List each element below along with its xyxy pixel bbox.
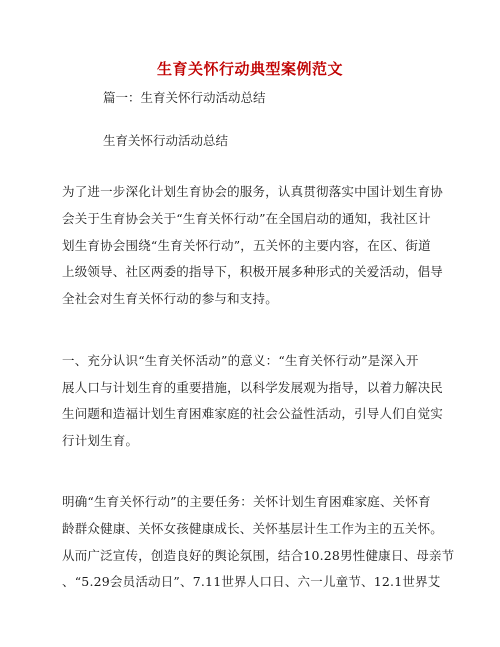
paragraph-line: 划生育协会围绕“生育关怀行动”，五关怀的主要内容，在区、街道 [62,238,431,253]
paragraph-line: 生问题和造福计划生育困难家庭的社会公益性活动，引导人们自觉实 [62,406,444,421]
article-heading: 生育关怀行动活动总结 [103,133,229,148]
paragraph-line: 一、充分认识“生育关怀活动”的意义：“生育关怀行动”是深入开 [62,353,419,368]
document-title: 生育关怀行动典型案例范文 [156,60,343,78]
paragraph-line: 行计划生育。 [62,433,139,448]
paragraph-line: 明确“生育关怀行动”的主要任务：关怀计划生育困难家庭、关怀育 [62,494,431,509]
section-heading: 篇一：生育关怀行动活动总结 [103,90,266,105]
paragraph-line: 为了进一步深化计划生育协会的服务，认真贯彻落实中国计划生育协 [62,184,444,199]
paragraph-line: 、“5.29会员活动日”、7.11世界人口日、六一儿童节、12.1世界艾 [62,574,441,589]
paragraph-line: 上级领导、社区两委的指导下，积极开展多种形式的关爱活动，倡导 [62,264,444,279]
paragraph-line: 龄群众健康、关怀女孩健康成长、关怀基层计生工作为主的五关怀。 [62,521,444,536]
paragraph-line: 会关于生育协会关于“生育关怀行动”在全国启动的通知，我社区计 [62,211,431,226]
paragraph-line: 展人口与计划生育的重要措施，以科学发展观为指导，以着力解决民 [62,380,444,395]
paragraph-line: 从而广泛宣传，创造良好的舆论氛围，结合10.28男性健康日、母亲节 [62,548,455,563]
paragraph-line: 全社会对生育关怀行动的参与和支持。 [62,291,278,306]
